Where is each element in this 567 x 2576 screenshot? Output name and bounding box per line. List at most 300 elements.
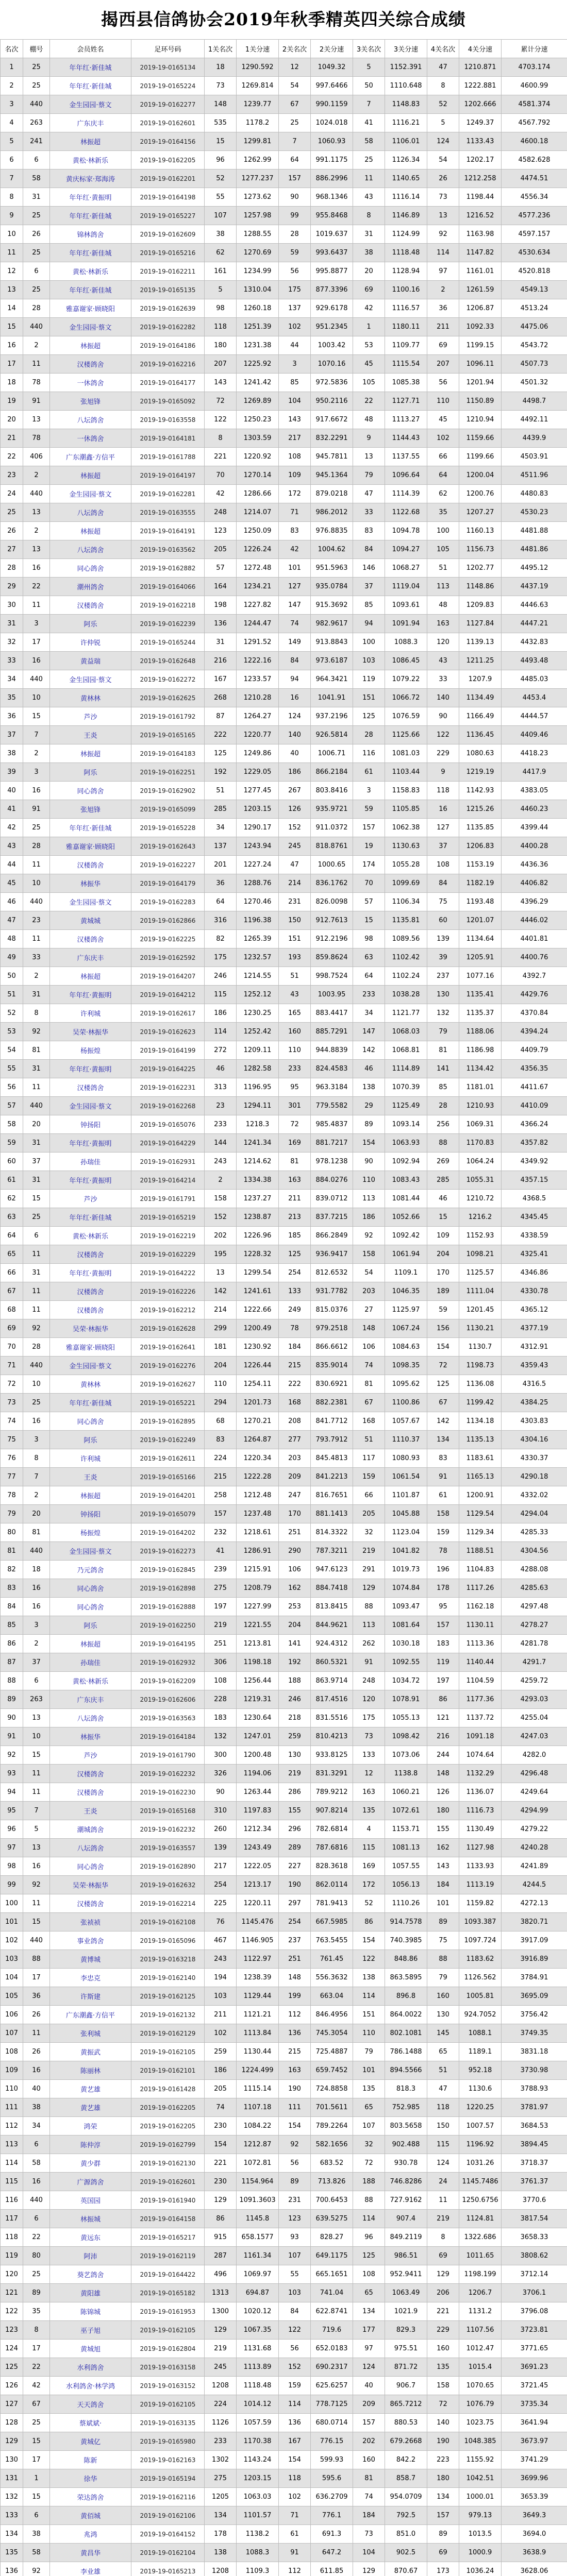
race3-speed-cell: 1068.03 <box>385 1023 427 1041</box>
table-row <box>1 1690 567 1709</box>
ring-cell: 2019-19-0164179 <box>131 874 205 893</box>
race1-rank-cell: 245 <box>205 2358 237 2377</box>
rank-cell: 74 <box>1 1412 23 1431</box>
race1-rank-cell: 243 <box>205 1153 237 1171</box>
race1-speed-cell: 1290.592 <box>237 58 279 77</box>
race4-rank-cell: 158 <box>427 1505 459 1523</box>
race2-speed-cell: 815.0376 <box>311 1301 353 1319</box>
ring-cell: 2019-19-0162609 <box>131 225 205 244</box>
race1-rank-cell: 275 <box>205 2469 237 2488</box>
race2-rank-cell: 296 <box>279 1820 311 1839</box>
race2-rank-cell: 170 <box>279 1505 311 1523</box>
race4-rank-cell: 62 <box>427 485 459 503</box>
race4-speed-cell: 1162.18 <box>459 1598 502 1616</box>
member-cell: 汉楼鸽舍 <box>50 355 131 374</box>
race4-speed-cell: 1092.33 <box>459 318 502 336</box>
race1-rank-cell: 186 <box>205 2061 237 2080</box>
race2-rank-cell: 89 <box>279 2173 311 2191</box>
loft-cell: 440 <box>23 2191 50 2210</box>
race1-speed-cell: 1107.18 <box>237 2098 279 2117</box>
ring-cell: 2019-19-0161790 <box>131 1746 205 1765</box>
race1-rank-cell: 221 <box>205 2154 237 2173</box>
race3-speed-cell: 1110.648 <box>385 77 427 95</box>
race2-rank-cell: 123 <box>279 2210 311 2228</box>
race1-speed-cell: 1230.92 <box>237 1338 279 1357</box>
member-cell: 乃元鸽舍 <box>50 1561 131 1579</box>
ring-cell: 2019-19-0165219 <box>131 1208 205 1227</box>
race2-speed-cell: 917.6672 <box>311 411 353 429</box>
race4-rank-cell: 47 <box>427 2080 459 2098</box>
race4-speed-cell: 979.13 <box>459 2506 502 2525</box>
member-cell: 陈新 <box>50 2451 131 2469</box>
race3-speed-cell: 1072.61 <box>385 1802 427 1820</box>
race1-speed-cell: 1270.21 <box>237 1412 279 1431</box>
member-cell: 广东潮鑫·方信平 <box>50 2006 131 2024</box>
race4-speed-cell: 1080.63 <box>459 744 502 763</box>
total-speed-cell: 4240.28 <box>502 1839 567 1857</box>
race3-speed-cell: 1068.27 <box>385 559 427 578</box>
race4-speed-cell: 1124.81 <box>459 2210 502 2228</box>
ring-cell: 2019-19-0164066 <box>131 578 205 596</box>
race3-speed-cell: 896.8 <box>385 1987 427 2006</box>
race2-rank-cell: 251 <box>279 1523 311 1542</box>
race3-speed-cell: 1118.48 <box>385 244 427 262</box>
table-row <box>1 1598 567 1616</box>
race2-speed-cell: 846.4956 <box>311 2006 353 2024</box>
loft-cell: 28 <box>23 299 50 318</box>
ring-cell: 2019-19-0162205 <box>131 151 205 170</box>
ring-cell: 2019-19-0165079 <box>131 1505 205 1523</box>
race1-rank-cell: 2 <box>205 1171 237 1190</box>
race2-rank-cell: 267 <box>279 782 311 800</box>
race2-rank-cell: 245 <box>279 837 311 856</box>
race3-speed-cell: 914.7578 <box>385 1913 427 1931</box>
race2-rank-cell: 246 <box>279 1690 311 1709</box>
race3-speed-cell: 1063.49 <box>385 2284 427 2302</box>
race4-rank-cell: 155 <box>427 1820 459 1839</box>
race2-speed-cell: 636.2709 <box>311 2488 353 2506</box>
race2-speed-cell: 713.826 <box>311 2173 353 2191</box>
race4-speed-cell: 1210.871 <box>459 58 502 77</box>
table-row <box>1 948 567 967</box>
race4-speed-cell: 1183.61 <box>459 1449 502 1468</box>
member-cell: 黄远东 <box>50 2228 131 2247</box>
column-header: 3关分速 <box>385 40 427 58</box>
loft-cell: 2 <box>23 967 50 986</box>
race3-speed-cell: 1148.83 <box>385 95 427 114</box>
loft-cell: 78 <box>23 374 50 392</box>
race4-speed-cell: 1189.1 <box>459 2043 502 2061</box>
race2-rank-cell: 168 <box>279 1394 311 1412</box>
race2-speed-cell: 763.5455 <box>311 1931 353 1950</box>
race2-rank-cell: 162 <box>279 1579 311 1598</box>
race4-rank-cell: 66 <box>427 448 459 466</box>
total-speed-cell: 4359.43 <box>502 1357 567 1375</box>
race2-speed-cell: 976.8835 <box>311 522 353 540</box>
total-speed-cell: 3781.97 <box>502 2098 567 2117</box>
race3-speed-cell: 1152.391 <box>385 58 427 77</box>
race3-rank-cell: 106 <box>353 1338 385 1357</box>
member-cell: 年年红·黄振明 <box>50 1060 131 1078</box>
race1-speed-cell: 1241.42 <box>237 374 279 392</box>
race3-speed-cell: 952.9411 <box>385 2265 427 2284</box>
race4-rank-cell: 120 <box>427 633 459 652</box>
race1-speed-cell: 1221.55 <box>237 1616 279 1635</box>
column-header: 4关名次 <box>427 40 459 58</box>
loft-cell: 10 <box>23 874 50 893</box>
table-row <box>1 1078 567 1097</box>
race2-speed-cell: 665.1651 <box>311 2265 353 2284</box>
race4-rank-cell: 8 <box>427 77 459 95</box>
race3-rank-cell: 48 <box>353 411 385 429</box>
race3-speed-cell: 1070.39 <box>385 1078 427 1097</box>
ring-cell: 2019-19-0164201 <box>131 1486 205 1505</box>
race4-speed-cell: 1134.49 <box>459 689 502 707</box>
loft-cell: 18 <box>23 1561 50 1579</box>
race1-rank-cell: 129 <box>205 2321 237 2340</box>
ring-cell: 2019-19-0162105 <box>131 2321 205 2340</box>
race4-speed-cell: 1096.11 <box>459 355 502 374</box>
race4-speed-cell: 1211.25 <box>459 652 502 670</box>
rank-cell: 37 <box>1 726 23 744</box>
race3-rank-cell: 117 <box>353 1449 385 1468</box>
race1-rank-cell: 76 <box>205 1913 237 1931</box>
race2-speed-cell: 778.7125 <box>311 2395 353 2414</box>
ring-cell: 2019-19-0162617 <box>131 1004 205 1023</box>
race4-rank-cell: 39 <box>427 948 459 967</box>
race2-speed-cell: 982.9617 <box>311 615 353 633</box>
race4-rank-cell: 81 <box>427 1041 459 1060</box>
table-row <box>1 540 567 559</box>
total-speed-cell: 4444.57 <box>502 707 567 726</box>
race2-speed-cell: 741.04 <box>311 2284 353 2302</box>
member-cell: 事业鸽舍 <box>50 1931 131 1950</box>
race4-speed-cell: 1127.98 <box>459 1839 502 1857</box>
race2-speed-cell: 663.04 <box>311 1987 353 2006</box>
total-speed-cell: 4349.92 <box>502 1153 567 1171</box>
race3-rank-cell: 219 <box>353 1542 385 1561</box>
race1-speed-cell: 1067.35 <box>237 2321 279 2340</box>
table-body <box>1 58 567 2576</box>
race3-rank-cell: 119 <box>353 670 385 689</box>
member-cell: 年年红·新佳城 <box>50 281 131 299</box>
member-cell: 汉楼鸽舍 <box>50 1765 131 1783</box>
race1-rank-cell: 268 <box>205 689 237 707</box>
member-cell: 年年红·新佳城 <box>50 244 131 262</box>
rank-cell: 129 <box>1 2432 23 2451</box>
race2-rank-cell: 253 <box>279 1598 311 1616</box>
race1-speed-cell: 1210.28 <box>237 689 279 707</box>
table-row <box>1 207 567 225</box>
race2-rank-cell: 42 <box>279 540 311 559</box>
race3-rank-cell: 88 <box>353 2191 385 2210</box>
race2-rank-cell: 289 <box>279 1839 311 1857</box>
race3-rank-cell: 79 <box>353 466 385 485</box>
rank-cell: 9 <box>1 207 23 225</box>
race2-speed-cell: 978.1238 <box>311 1153 353 1171</box>
race4-speed-cell: 1015.4 <box>459 2358 502 2377</box>
race4-rank-cell: 88 <box>427 1134 459 1153</box>
race3-rank-cell: 50 <box>353 77 385 95</box>
race3-rank-cell: 29 <box>353 1097 385 1115</box>
total-speed-cell: 4439.9 <box>502 429 567 448</box>
race2-speed-cell: 816.7651 <box>311 1486 353 1505</box>
race1-speed-cell: 1265.39 <box>237 930 279 948</box>
table-row <box>1 2098 567 2117</box>
race4-rank-cell: 78 <box>427 1542 459 1561</box>
race2-speed-cell: 831.3291 <box>311 1765 353 1783</box>
race3-speed-cell: 1038.28 <box>385 986 427 1004</box>
race4-speed-cell: 1216.52 <box>459 207 502 225</box>
race4-speed-cell: 1031.26 <box>459 2154 502 2173</box>
total-speed-cell: 4511.96 <box>502 466 567 485</box>
race4-rank-cell: 51 <box>427 2061 459 2080</box>
race3-rank-cell: 1 <box>353 318 385 336</box>
member-cell: 黄林林 <box>50 1375 131 1394</box>
race4-rank-cell: 119 <box>427 1653 459 1672</box>
total-speed-cell: 3894.45 <box>502 2136 567 2154</box>
total-speed-cell: 4357.15 <box>502 1171 567 1190</box>
race4-rank-cell: 2 <box>427 281 459 299</box>
race1-rank-cell: 207 <box>205 355 237 374</box>
total-speed-cell: 4501.32 <box>502 374 567 392</box>
race2-speed-cell: 995.8877 <box>311 262 353 281</box>
race4-speed-cell: 1140.44 <box>459 1653 502 1672</box>
rank-cell: 128 <box>1 2414 23 2432</box>
table-row <box>1 1987 567 2006</box>
total-speed-cell: 4294.04 <box>502 1505 567 1523</box>
race3-rank-cell: 174 <box>353 856 385 874</box>
race1-rank-cell: 467 <box>205 1931 237 1950</box>
rank-cell: 85 <box>1 1616 23 1635</box>
loft-cell: 6 <box>23 262 50 281</box>
race4-rank-cell: 190 <box>427 2432 459 2451</box>
race3-speed-cell: 1068.81 <box>385 1041 427 1060</box>
rank-cell: 136 <box>1 2562 23 2576</box>
race3-rank-cell: 37 <box>353 578 385 596</box>
race4-speed-cell: 1134.42 <box>459 1060 502 1078</box>
race4-speed-cell: 1206.83 <box>459 837 502 856</box>
race2-speed-cell: 836.1762 <box>311 874 353 893</box>
race4-rank-cell: 237 <box>427 967 459 986</box>
race2-speed-cell: 907.8214 <box>311 1802 353 1820</box>
table-row <box>1 2006 567 2024</box>
race3-rank-cell: 9 <box>353 429 385 448</box>
race2-rank-cell: 125 <box>279 1245 311 1264</box>
race4-speed-cell: 1202.17 <box>459 151 502 170</box>
rank-cell: 39 <box>1 763 23 782</box>
race3-speed-cell: 1091.94 <box>385 615 427 633</box>
race1-speed-cell: 1303.59 <box>237 429 279 448</box>
race2-speed-cell: 945.1364 <box>311 466 353 485</box>
loft-cell: 8 <box>23 1449 50 1468</box>
race2-rank-cell: 148 <box>279 1969 311 1987</box>
loft-cell: 7 <box>23 1468 50 1486</box>
rank-cell: 1 <box>1 58 23 77</box>
loft-cell: 8 <box>23 1004 50 1023</box>
rank-cell: 77 <box>1 1468 23 1486</box>
race1-speed-cell: 1113.89 <box>237 2358 279 2377</box>
race2-speed-cell: 1024.018 <box>311 114 353 132</box>
race4-speed-cell: 1126.562 <box>459 1969 502 1987</box>
race4-speed-cell: 1202.666 <box>459 95 502 114</box>
race1-rank-cell: 51 <box>205 782 237 800</box>
race1-rank-cell: 34 <box>205 819 237 837</box>
race4-rank-cell: 229 <box>427 2321 459 2340</box>
total-speed-cell: 4281.78 <box>502 1635 567 1653</box>
column-header: 足环号码 <box>131 40 205 58</box>
race1-speed-cell: 1234.21 <box>237 578 279 596</box>
race4-rank-cell: 115 <box>427 2136 459 2154</box>
race1-rank-cell: 82 <box>205 930 237 948</box>
member-cell: 金生园园·蔡文 <box>50 670 131 689</box>
rank-cell: 10 <box>1 225 23 244</box>
ring-cell: 2019-19-0162219 <box>131 1227 205 1245</box>
rank-cell: 103 <box>1 1950 23 1969</box>
race2-rank-cell: 71 <box>279 503 311 522</box>
race4-speed-cell: 1181.01 <box>459 1078 502 1097</box>
race4-speed-cell: 1064.24 <box>459 1153 502 1171</box>
race4-speed-cell: 1193.48 <box>459 893 502 911</box>
race3-rank-cell: 184 <box>353 2506 385 2525</box>
table-row <box>1 355 567 374</box>
race4-speed-cell: 1210.72 <box>459 1190 502 1208</box>
total-speed-cell: 4291.7 <box>502 1653 567 1672</box>
table-row <box>1 151 567 170</box>
table-row <box>1 1746 567 1765</box>
table-row <box>1 262 567 281</box>
race3-rank-cell: 129 <box>353 2562 385 2576</box>
race3-speed-cell: 1124.99 <box>385 225 427 244</box>
member-cell: 黄松·林新乐 <box>50 1672 131 1690</box>
race1-rank-cell: 42 <box>205 485 237 503</box>
race4-rank-cell: 95 <box>427 1598 459 1616</box>
ring-cell: 2019-19-0165194 <box>131 2469 205 2488</box>
race4-rank-cell: 204 <box>427 1245 459 1264</box>
member-cell: 阿乐 <box>50 1616 131 1635</box>
member-cell: 八坛鸽舍 <box>50 1839 131 1857</box>
ring-cell: 2019-19-0164202 <box>131 1523 205 1542</box>
table-row <box>1 522 567 540</box>
race1-speed-cell: 1212.87 <box>237 2136 279 2154</box>
race2-speed-cell: 776.15 <box>311 2432 353 2451</box>
ring-cell: 2019-19-0164198 <box>131 188 205 207</box>
race1-rank-cell: 1126 <box>205 2414 237 2432</box>
race4-rank-cell: 150 <box>427 2117 459 2136</box>
column-header: 名次 <box>1 40 23 58</box>
table-row <box>1 1023 567 1041</box>
ring-cell: 2019-19-0165980 <box>131 2432 205 2451</box>
total-speed-cell: 4446.63 <box>502 596 567 615</box>
member-cell: 杨振煌 <box>50 1523 131 1542</box>
race3-rank-cell: 42 <box>353 299 385 318</box>
rank-cell: 34 <box>1 670 23 689</box>
rank-cell: 84 <box>1 1598 23 1616</box>
race2-speed-cell: 963.3184 <box>311 1078 353 1097</box>
rank-cell: 47 <box>1 911 23 930</box>
race4-rank-cell: 52 <box>427 95 459 114</box>
race2-rank-cell: 127 <box>279 578 311 596</box>
race3-rank-cell: 177 <box>353 2321 385 2340</box>
race4-rank-cell: 118 <box>427 782 459 800</box>
table-row <box>1 1282 567 1301</box>
race1-rank-cell: 195 <box>205 1245 237 1264</box>
loft-cell: 8 <box>23 2321 50 2340</box>
rank-cell: 82 <box>1 1561 23 1579</box>
table-row <box>1 874 567 893</box>
race3-speed-cell: 1073.06 <box>385 1746 427 1765</box>
race3-rank-cell: 40 <box>353 2377 385 2395</box>
race4-speed-cell: 1135.37 <box>459 1004 502 1023</box>
ring-cell: 2019-19-0161940 <box>131 2191 205 2210</box>
rank-cell: 76 <box>1 1449 23 1468</box>
race2-rank-cell: 55 <box>279 2265 311 2284</box>
race4-rank-cell: 145 <box>427 2024 459 2043</box>
race2-speed-cell: 931.7782 <box>311 1282 353 1301</box>
race4-speed-cell: 1201.07 <box>459 911 502 930</box>
race4-rank-cell: 256 <box>427 1115 459 1134</box>
rank-cell: 18 <box>1 374 23 392</box>
loft-cell: 16 <box>23 652 50 670</box>
race3-speed-cell: 1074.84 <box>385 1579 427 1598</box>
loft-cell: 15 <box>23 707 50 726</box>
race1-speed-cell: 1072.81 <box>237 2154 279 2173</box>
race1-speed-cell: 1069.97 <box>237 2265 279 2284</box>
ring-cell: 2019-19-0165166 <box>131 1468 205 1486</box>
total-speed-cell: 4304.56 <box>502 1542 567 1561</box>
race2-speed-cell: 1000.65 <box>311 856 353 874</box>
ring-cell: 2019-19-0162125 <box>131 1987 205 2006</box>
race4-speed-cell: 1206.87 <box>459 299 502 318</box>
race3-rank-cell: 115 <box>353 1839 385 1857</box>
member-cell: 黄振武 <box>50 2043 131 2061</box>
race3-rank-cell: 233 <box>353 986 385 1004</box>
race4-speed-cell: 1134.64 <box>459 930 502 948</box>
race2-speed-cell: 835.9014 <box>311 1357 353 1375</box>
race2-rank-cell: 249 <box>279 1301 311 1319</box>
race3-rank-cell: 116 <box>353 744 385 763</box>
loft-cell: 6 <box>23 2506 50 2525</box>
race2-rank-cell: 185 <box>279 1227 311 1245</box>
total-speed-cell: 4703.174 <box>502 58 567 77</box>
table-row <box>1 986 567 1004</box>
race2-rank-cell: 103 <box>279 2284 311 2302</box>
loft-cell: 15 <box>23 2432 50 2451</box>
rank-cell: 80 <box>1 1523 23 1542</box>
race3-rank-cell: 64 <box>353 967 385 986</box>
race3-rank-cell: 172 <box>353 1876 385 1894</box>
member-cell: 吴荣·林振华 <box>50 1876 131 1894</box>
race2-speed-cell: 841.2213 <box>311 1468 353 1486</box>
results-table <box>0 39 567 2576</box>
member-cell: 汉楼鸽舍 <box>50 596 131 615</box>
ring-cell: 2019-19-0162140 <box>131 1969 205 1987</box>
table-row <box>1 2562 567 2576</box>
ring-cell: 2019-19-0164191 <box>131 522 205 540</box>
race2-rank-cell: 102 <box>279 318 311 336</box>
page-title: 揭西县信鸽协会2019年秋季精英四关综合成绩 <box>101 9 466 29</box>
race4-rank-cell: 170 <box>427 1264 459 1282</box>
race4-rank-cell: 159 <box>427 1523 459 1542</box>
ring-cell: 2019-19-0162601 <box>131 2173 205 2191</box>
race2-speed-cell: 997.6466 <box>311 77 353 95</box>
table-row <box>1 1060 567 1078</box>
race2-speed-cell: 611.85 <box>311 2562 353 2576</box>
race4-speed-cell: 1142.93 <box>459 782 502 800</box>
ring-cell: 2019-19-0162273 <box>131 1542 205 1561</box>
race3-rank-cell: 169 <box>353 1857 385 1876</box>
race3-speed-cell: 1052.66 <box>385 1208 427 1227</box>
